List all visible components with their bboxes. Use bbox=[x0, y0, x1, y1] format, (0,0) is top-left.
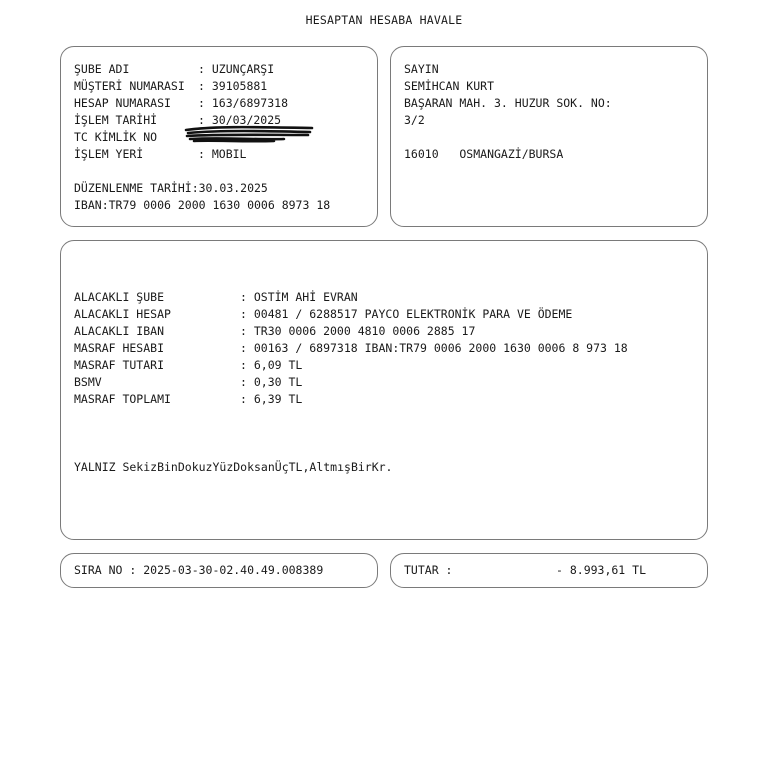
transfer-row-value: : 00481 / 6288517 PAYCO ELEKTRONİK PARA VE ÖDEME bbox=[240, 307, 573, 321]
transfer-row-value: : 0,30 TL bbox=[240, 375, 303, 389]
transfer-row-label: MASRAF TUTARI bbox=[74, 358, 165, 372]
transaction-date-value: : 30/03/2025 bbox=[198, 113, 282, 127]
account-iban: IBAN:TR79 0006 2000 1630 0006 8973 18 bbox=[74, 198, 331, 212]
transfer-row bbox=[74, 323, 704, 340]
transfer-row-value: : TR30 0006 2000 4810 0006 2885 17 bbox=[240, 324, 476, 338]
transfer-row-label: ALACAKLI IBAN bbox=[74, 324, 165, 338]
transfer-row-label: BSMV bbox=[74, 375, 102, 389]
transfer-row bbox=[74, 306, 704, 323]
salutation: SAYIN bbox=[404, 62, 439, 76]
account-number-label: HESAP NUMARASI bbox=[74, 96, 171, 110]
redaction-scribble bbox=[184, 124, 314, 144]
transfer-row bbox=[74, 391, 704, 408]
account-number-value: : 163/6897318 bbox=[198, 96, 289, 110]
transfer-row-value: : 6,39 TL bbox=[240, 392, 303, 406]
transfer-row-value: : 00163 / 6897318 IBAN:TR79 0006 2000 1630 0006 8 973 18 bbox=[240, 341, 628, 355]
transfer-row bbox=[74, 374, 704, 391]
transfer-row bbox=[74, 357, 704, 374]
transfer-row-value: : OSTİM AHİ EVRAN bbox=[240, 290, 358, 304]
branch-name-value: : UZUNÇARŞI bbox=[198, 62, 275, 76]
amount-value: - 8.993,61 TL bbox=[556, 563, 647, 577]
branch-name-row bbox=[74, 61, 374, 78]
account-number-row bbox=[74, 95, 374, 112]
postal-city: 16010 OSMANGAZİ/BURSA bbox=[404, 147, 564, 161]
document-title: HESAPTAN HESABA HAVALE bbox=[305, 13, 463, 27]
customer-number-row bbox=[74, 78, 374, 95]
transfer-row-label: ALACAKLI HESAP bbox=[74, 307, 171, 321]
transaction-date-label: İŞLEM TARİHİ bbox=[74, 113, 158, 127]
sequence-number: SIRA NO : 2025-03-30-02.40.49.008389 bbox=[74, 563, 324, 577]
amount-label: TUTAR : bbox=[404, 563, 453, 577]
transfer-row-label: MASRAF TOPLAMI bbox=[74, 392, 171, 406]
issue-date: DÜZENLENME TARİHİ:30.03.2025 bbox=[74, 181, 268, 195]
customer-name: SEMİHCAN KURT bbox=[404, 79, 495, 93]
transfer-row bbox=[74, 340, 704, 357]
branch-name-label: ŞUBE ADI bbox=[74, 62, 130, 76]
transfer-row bbox=[74, 289, 704, 306]
transaction-place-value: : MOBIL bbox=[198, 147, 247, 161]
transaction-place-row bbox=[74, 146, 374, 163]
transfer-row-label: ALACAKLI ŞUBE bbox=[74, 290, 165, 304]
customer-number-value: : 39105881 bbox=[198, 79, 268, 93]
customer-number-label: MÜŞTERİ NUMARASI bbox=[74, 79, 185, 93]
tc-id-label: TC KİMLİK NO bbox=[74, 130, 158, 144]
transaction-place-label: İŞLEM YERİ bbox=[74, 147, 144, 161]
transfer-row-value: : 6,09 TL bbox=[240, 358, 303, 372]
transfer-row-label: MASRAF HESABI bbox=[74, 341, 165, 355]
address-line-1: BAŞARAN MAH. 3. HUZUR SOK. NO: bbox=[404, 96, 612, 110]
address-line-2: 3/2 bbox=[404, 113, 425, 127]
amount-in-words: YALNIZ SekizBinDokuzYüzDoksanÜçTL,AltmışBirKr. bbox=[74, 460, 393, 474]
